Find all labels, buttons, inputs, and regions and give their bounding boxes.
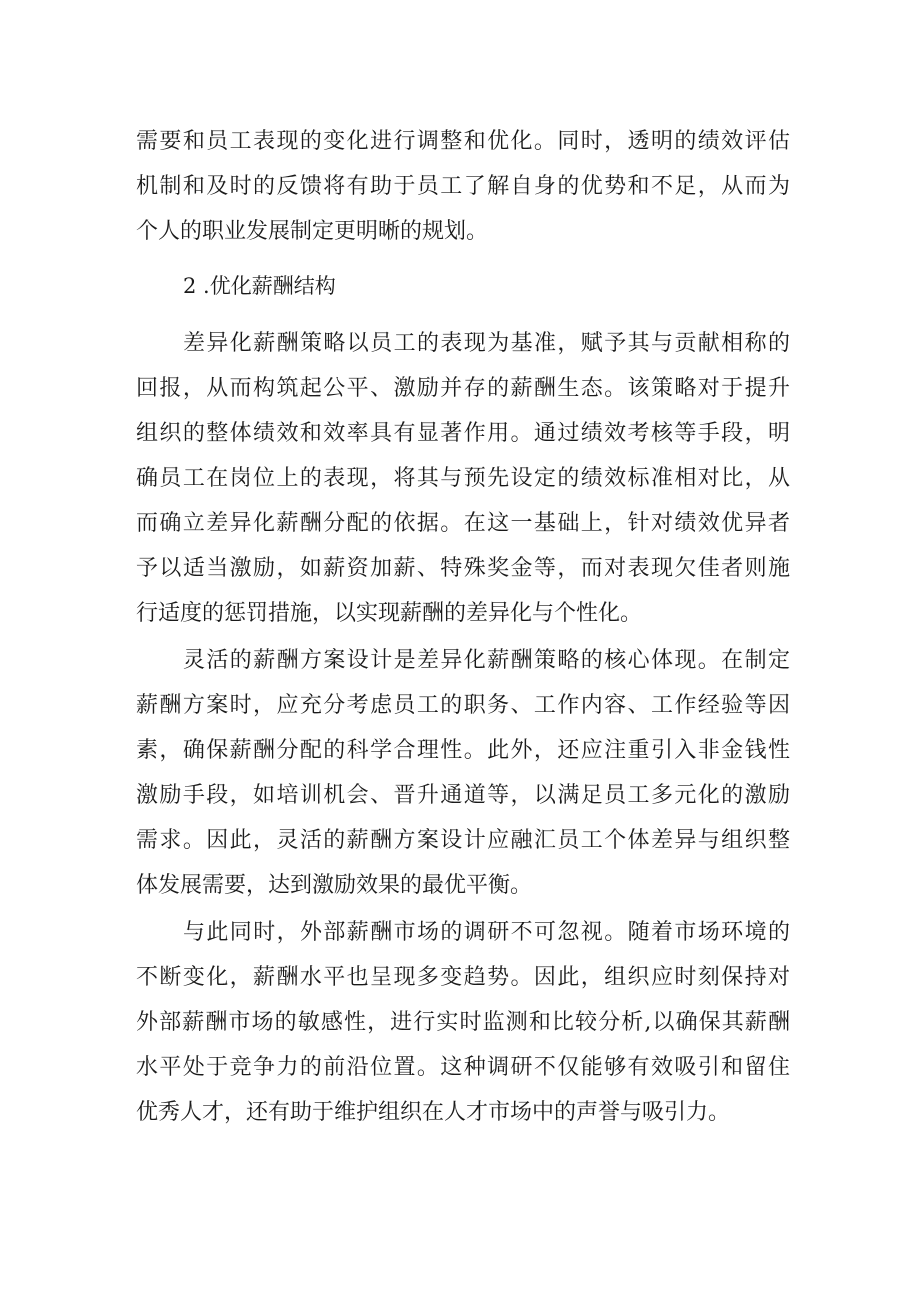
text-line: 水平处于竞争力的前沿位置。这种调研不仅能够有效吸引和留住 xyxy=(136,1055,790,1080)
paragraph-market-research xyxy=(136,910,790,1135)
text-line: 灵活的薪酬方案设计是差异化薪酬策略的核心体现。在制定 xyxy=(183,648,790,673)
text-line: 素，确保薪酬分配的科学合理性。此外，还应注重引入非金钱性 xyxy=(136,738,790,763)
text-line: 予以适当激励，如薪资加薪、特殊奖金等，而对表现欠佳者则施 xyxy=(136,556,790,581)
section-heading: 2 .优化薪酬结构 xyxy=(183,274,336,298)
text-column xyxy=(136,119,790,1135)
text-line: 差异化薪酬策略以员工的表现为基准，赋予其与贡献相称的 xyxy=(183,331,790,356)
text-line: 体发展需要，达到激励效果的最优平衡。 xyxy=(136,873,533,898)
text-line: 外部薪酬市场的敏感性，进行实时监测和比较分析,以确保其薪酬 xyxy=(136,1010,790,1035)
text-line: 优秀人才，还有助于维护组织在人才市场中的声誉与吸引力。 xyxy=(136,1100,731,1125)
paragraph-continued xyxy=(136,119,790,254)
text-line: 行适度的惩罚措施，以实现薪酬的差异化与个性化。 xyxy=(136,601,643,626)
text-line: 个人的职业发展制定更明晰的规划。 xyxy=(136,219,489,244)
text-line: 激励手段，如培训机会、晋升通道等，以满足员工多元化的激励 xyxy=(136,783,790,808)
text-line: 不断变化，薪酬水平也呈现多变趋势。因此，组织应时刻保持对 xyxy=(136,965,790,990)
text-line: 组织的整体绩效和效率具有显著作用。通过绩效考核等手段，明 xyxy=(136,421,790,446)
text-line: 需求。因此，灵活的薪酬方案设计应融汇员工个体差异与组织整 xyxy=(136,828,790,853)
text-line: 与此同时，外部薪酬市场的调研不可忽视。随着市场环境的 xyxy=(183,920,790,945)
text-line: 薪酬方案时，应充分考虑员工的职务、工作内容、工作经验等因 xyxy=(136,693,790,718)
paragraph-flexible-plan xyxy=(136,638,790,908)
text-line: 而确立差异化薪酬分配的依据。在这一基础上，针对绩效优异者 xyxy=(136,511,790,536)
text-line: 回报，从而构筑起公平、激励并存的薪酬生态。该策略对于提升 xyxy=(136,376,790,401)
text-line: 确员工在岗位上的表现，将其与预先设定的绩效标准相对比，从 xyxy=(136,466,790,491)
text-line: 需要和员工表现的变化进行调整和优化。同时，透明的绩效评估 xyxy=(136,129,790,154)
text-line: 机制和及时的反馈将有助于员工了解自身的优势和不足，从而为 xyxy=(136,174,790,199)
paragraph-differentiated-pay xyxy=(136,321,790,636)
